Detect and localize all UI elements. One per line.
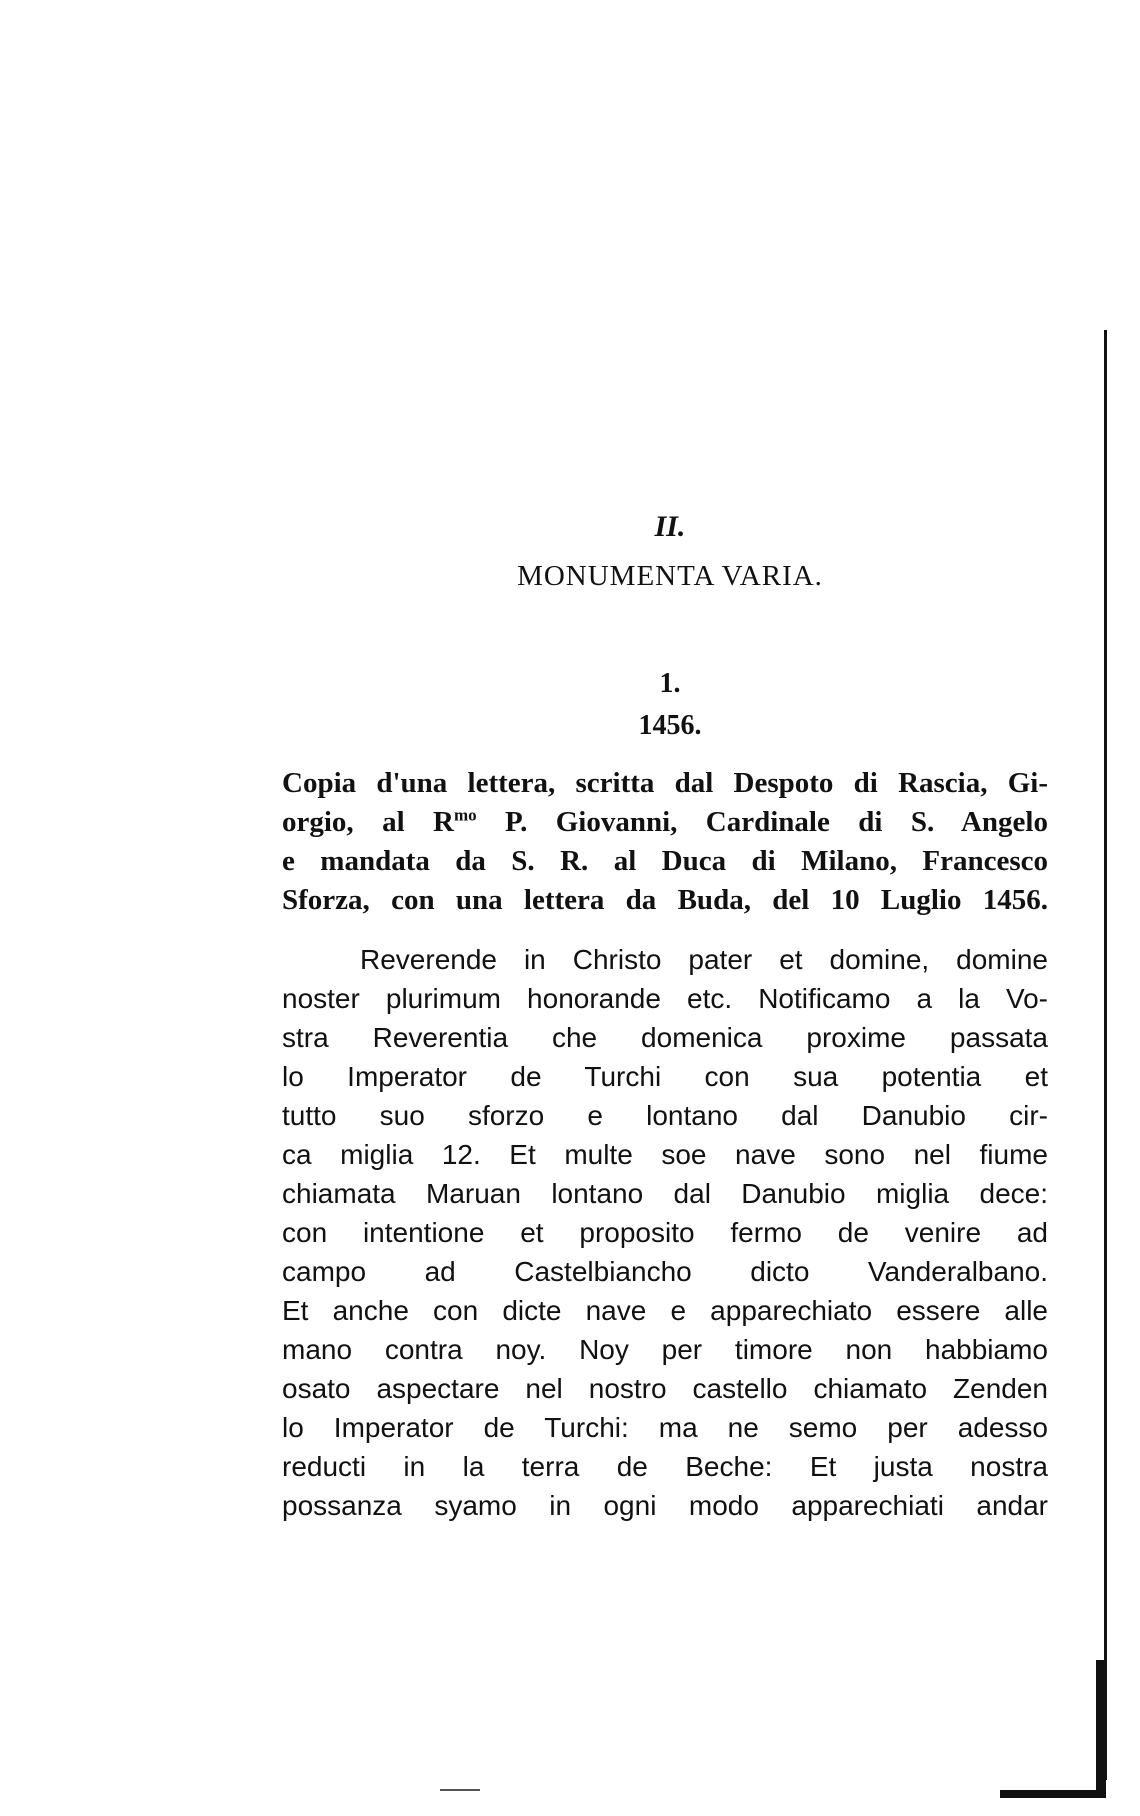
body-line: Et anche con dicte nave e apparechiato essere alle xyxy=(282,1295,1048,1326)
body-line: con intentione et proposito fermo de venire ad xyxy=(282,1217,1048,1248)
body-line: possanza syamo in ogni modo apparechiati andar xyxy=(282,1490,1048,1521)
body-line: Reverende in Christo pater et domine, domine xyxy=(360,944,1048,975)
heading-line: e mandata da S. R. al Duca di Milano, Francesco xyxy=(282,845,1048,877)
bottom-scan-mark xyxy=(440,1789,480,1791)
heading-line: Sforza, con una lettera da Buda, del 10 Luglio 1456. xyxy=(282,884,1048,916)
body-line: lo Imperator de Turchi con sua potentia et xyxy=(282,1061,1048,1092)
body-line: ca miglia 12. Et multe soe nave sono nel fiume xyxy=(282,1139,1048,1170)
section-title: MONUMENTA VARIA. xyxy=(517,560,823,592)
body-line: chiamata Maruan lontano dal Danubio miglia dece: xyxy=(282,1178,1048,1209)
body-line: lo Imperator de Turchi: ma ne semo per adesso xyxy=(282,1412,1048,1443)
letter-body xyxy=(282,940,1048,1525)
page-edge-binding xyxy=(1096,1660,1106,1790)
document-heading xyxy=(282,764,1048,920)
body-line: noster plurimum honorande etc. Notificamo a la Vo- xyxy=(282,983,1048,1014)
part-numeral: II. xyxy=(654,510,686,543)
heading-line: orgio, al $R^{mo}$ P. Giovanni, Cardinale di S. Angelo xyxy=(282,805,1048,838)
page-corner-shadow xyxy=(1000,1790,1106,1798)
document-year: 1456. xyxy=(638,710,702,741)
heading-line: Copia d'una lettera, scritta dal Despoto di Rascia, Gi- xyxy=(282,767,1048,799)
page-edge-shadow xyxy=(1104,330,1107,1780)
document-number: 1. xyxy=(659,668,681,699)
body-line: tutto suo sforzo e lontano dal Danubio cir- xyxy=(282,1100,1048,1131)
body-line: mano contra noy. Noy per timore non habbiamo xyxy=(282,1334,1048,1365)
body-line: stra Reverentia che domenica proxime passata xyxy=(282,1022,1048,1053)
body-line: osato aspectare nel nostro castello chiamato Zenden xyxy=(282,1373,1048,1404)
body-line: reducti in la terra de Beche: Et justa nostra xyxy=(282,1451,1048,1482)
body-line: campo ad Castelbiancho dicto Vanderalbano. xyxy=(282,1256,1048,1287)
superscript-abbreviation: mo xyxy=(453,805,477,825)
